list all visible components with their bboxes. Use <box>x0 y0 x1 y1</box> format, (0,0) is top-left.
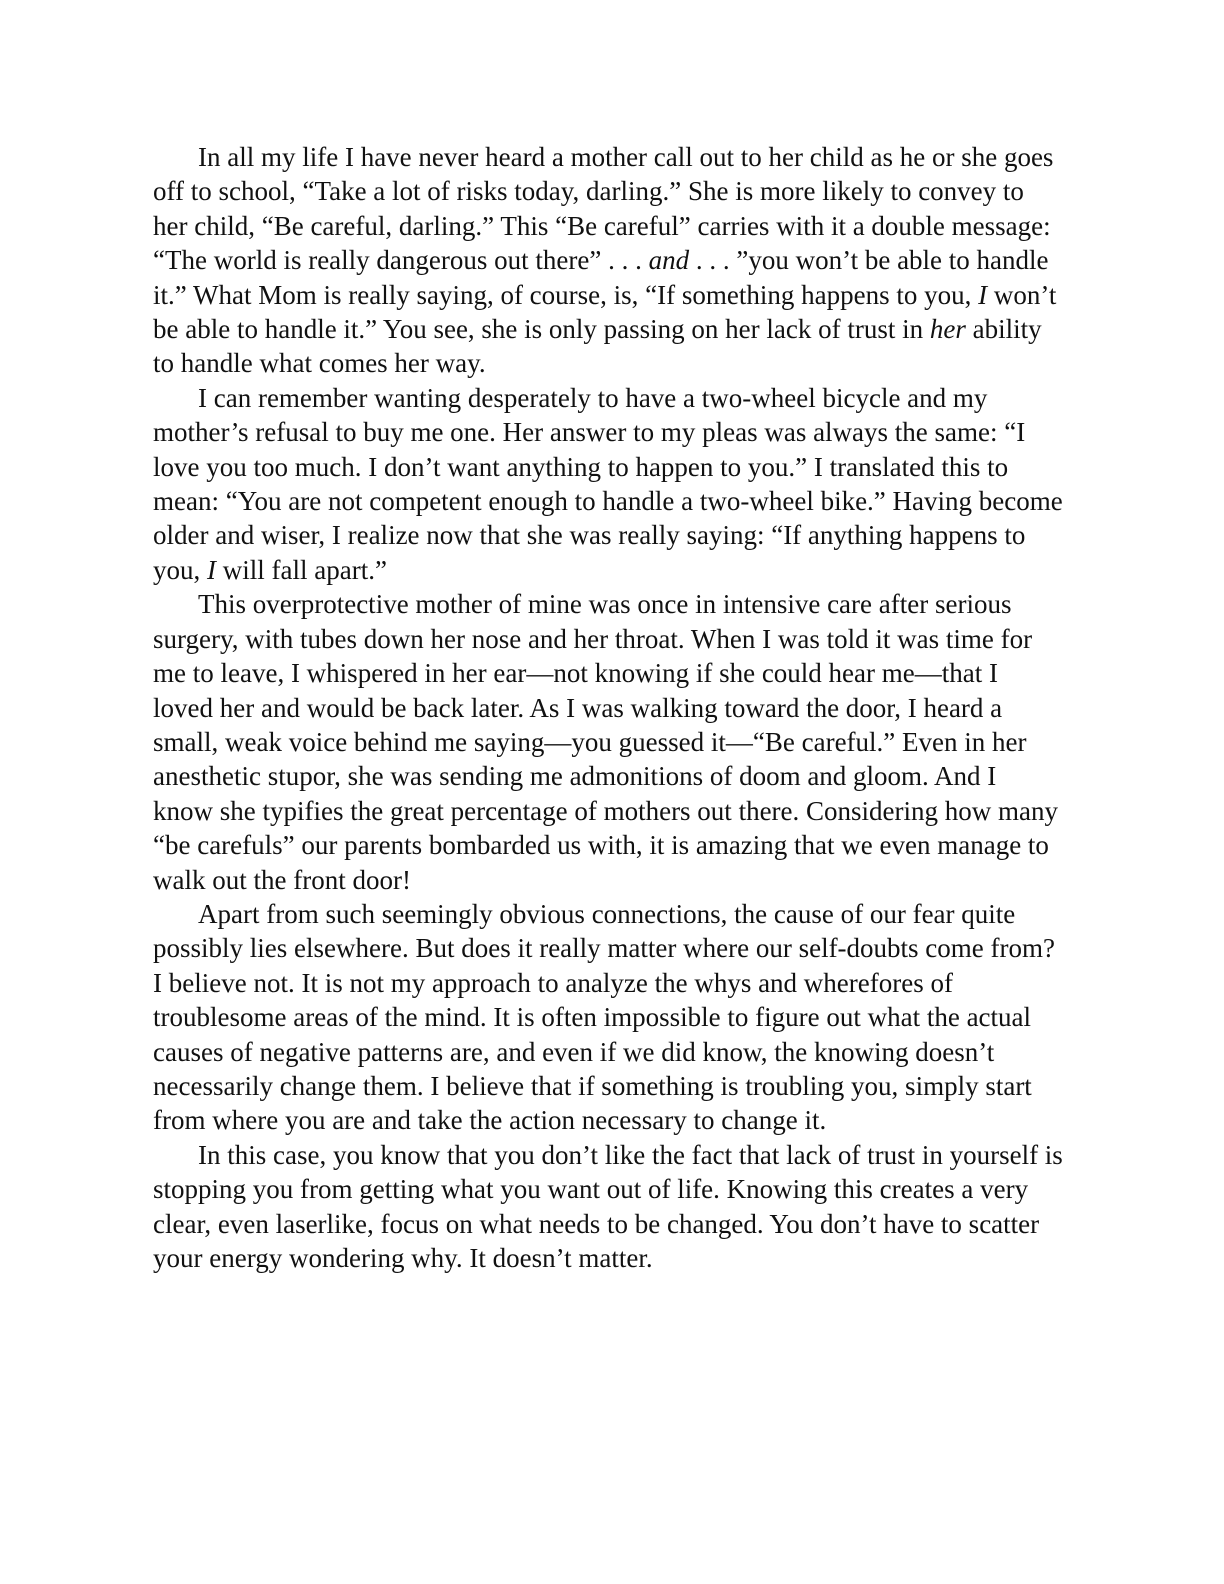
paragraph <box>153 897 1063 1138</box>
paragraph <box>153 381 1063 587</box>
italic-text-run: I <box>978 279 988 310</box>
paragraph <box>153 140 1063 381</box>
text-run: In all my life I have never heard a mother call out to her child as he or she goes off to school, “Take a lot of risks today, darling.” She is more likely to convey to her child, “Be careful, darling.” This “Be careful” carries with it a double message: “The world is really dangerous out there” . . . <box>153 142 1054 276</box>
text-run: This overprotective mother of mine was once in intensive care after serious surgery, with tubes down her nose and her throat. When I was told it was time for me to leave, I whispered in her ear—not knowing if she could hear me—that I loved her and would be back later. As I was walking toward the door, I heard a small, weak voice behind me saying—you guessed it—“Be careful.” Even in her anesthetic stupor, she was sending me admonitions of doom and gloom. And I know she typifies the great percentage of mothers out there. Considering how many “be carefuls” our parents bombarded us with, it is amazing that we even manage to walk out the front door! <box>153 589 1059 895</box>
paragraph <box>153 587 1063 897</box>
text-run: In this case, you know that you don’t like the fact that lack of trust in yourself is stopping you from getting what you want out of life. Knowing this creates a very clear, even laserlike, focus on what needs to be changed. You don’t have to scatter your energy wondering why. It doesn’t matter. <box>153 1139 1063 1273</box>
text-run: Apart from such seemingly obvious connections, the cause of our fear quite possibly lies elsewhere. But does it really matter where our self-doubts come from? I believe not. It is not my approach to analyze the whys and wherefores of troublesome areas of the mind. It is often impossible to figure out what the actual causes of negative patterns are, and even if we did know, the knowing doesn’t necessarily change them. I believe that if something is troubling you, simply start from where you are and take the action necessary to change it. <box>153 898 1055 1136</box>
italic-text-run: I <box>207 554 216 585</box>
document-page <box>153 140 1063 1275</box>
text-run: won’t be able to handle it.” You see, she is only passing on her lack of trust in <box>153 279 1057 345</box>
text-run: I can remember wanting desperately to have a two-wheel bicycle and my mother’s refusal to buy me one. Her answer to my pleas was always the same: “I love you too much. I don’t want anything to happen to you.” I translated this to mean: “You are not competent enough to handle a two-wheel bike.” Having become older and wiser, I realize now that she was really saying: “If anything happens to you, <box>153 382 1063 585</box>
text-run: will fall apart.” <box>216 554 387 585</box>
paragraph <box>153 1138 1063 1276</box>
italic-text-run: and <box>648 245 690 276</box>
italic-text-run: her <box>929 314 966 345</box>
text-run: . . . ”you won’t be able to handle it.” What Mom is really saying, of course, is, “If something happens to you, <box>153 245 1049 310</box>
text-run: ability to handle what comes her way. <box>153 314 1042 379</box>
